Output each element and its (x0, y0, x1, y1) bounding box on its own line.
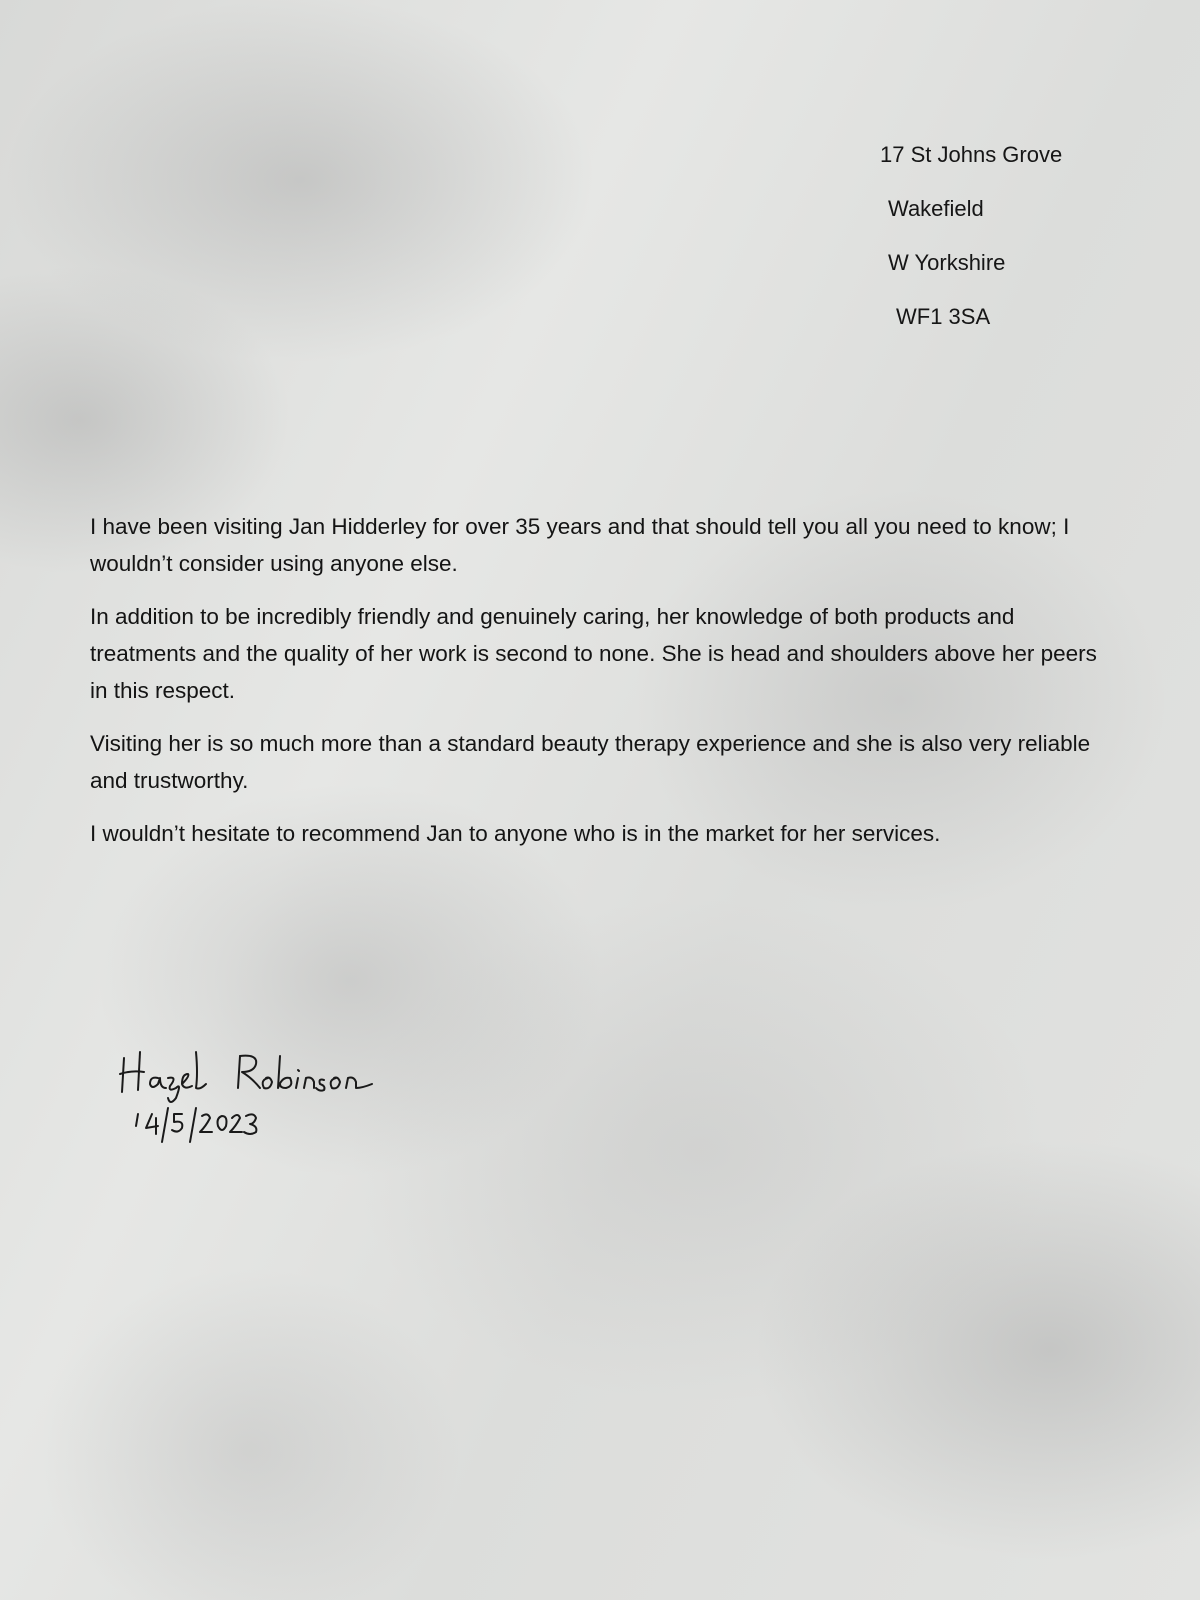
signature-drawing (110, 1030, 390, 1150)
body-paragraph-4: I wouldn’t hesitate to recommend Jan to anyone who is in the market for her services. (90, 821, 941, 846)
body-paragraph-3: Visiting her is so much more than a standard beauty therapy experience and she is also very reliable and trustworthy. (90, 731, 1091, 793)
address-county: W Yorkshire (888, 250, 1006, 275)
body-paragraph-2: In addition to be incredibly friendly and genuinely caring, her knowledge of both products and treatments and the quality of her work is second to none. She is head and shoulders above her peers in this respect. (90, 604, 1097, 703)
address-street: 17 St Johns Grove (880, 142, 1063, 167)
address-city: Wakefield (888, 196, 984, 221)
letter-body (90, 508, 1110, 868)
body-paragraph-1: I have been visiting Jan Hidderley for over 35 years and that should tell you all you need to know; I wouldn’t consider using anyone else. (90, 514, 1070, 576)
address-postcode: WF1 3SA (896, 304, 991, 329)
handwritten-signature (110, 1030, 390, 1150)
